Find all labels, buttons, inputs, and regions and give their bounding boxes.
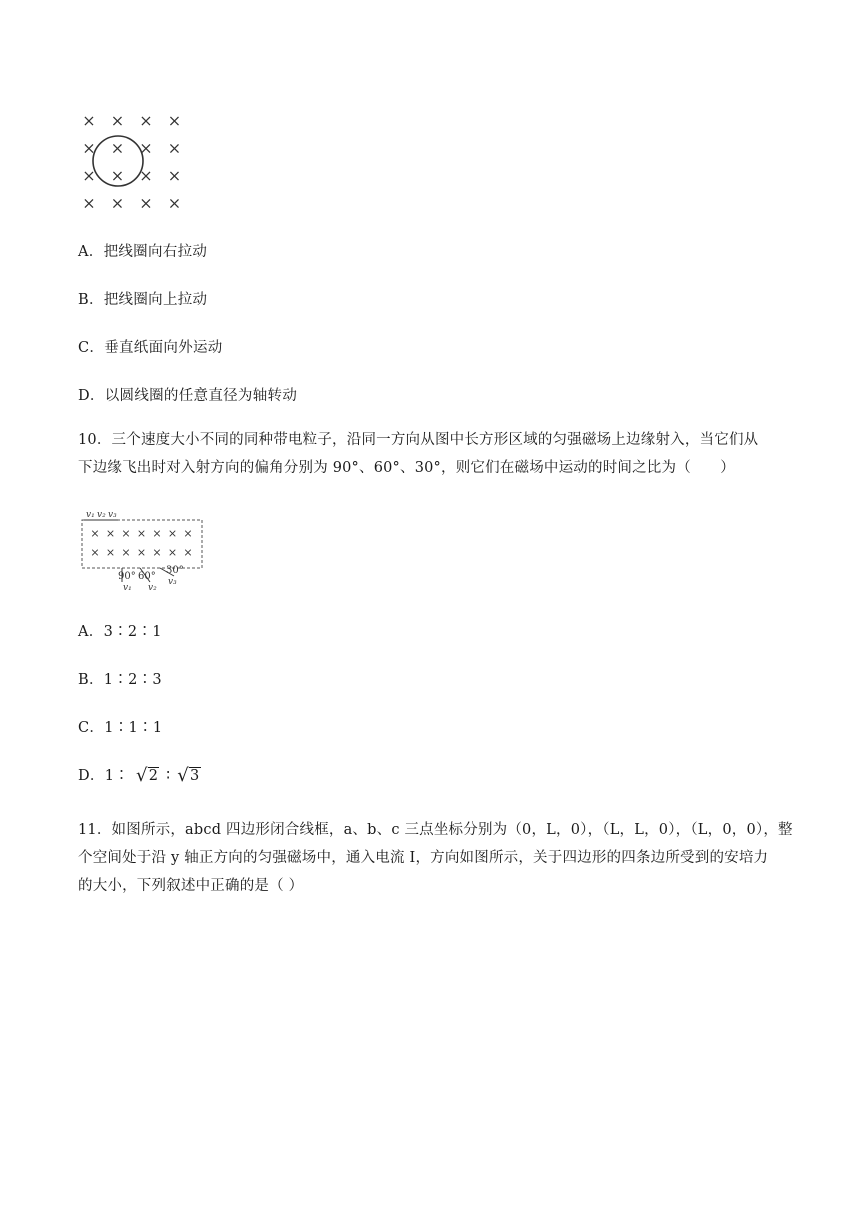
field-mark: × xyxy=(167,138,182,158)
field-mark: × xyxy=(139,138,153,158)
question-11-line-2: 个空间处于沿 y 轴正方向的匀强磁场中，通入电流 I，方向如图所示，关于四边形的四条边所受到的安培力 xyxy=(78,850,769,866)
field-mark: × xyxy=(139,111,153,130)
sqrt-3-radicand: 3 xyxy=(190,768,200,784)
v3-label: v₃ xyxy=(108,510,117,520)
field-mark: × xyxy=(139,166,153,185)
q10-option-c: C．1∶1∶1 xyxy=(78,720,163,736)
magnetic-field-loop-figure xyxy=(76,108,188,214)
question-11-line-1: 11．如图所示，abcd 四边形闭合线框，a、b、c 三点坐标分别为（0，L，0），（L，L，0），（L，0，0），整 xyxy=(78,822,793,838)
angle-60-label: 60° xyxy=(138,571,156,582)
q9-option-c: C．垂直纸面向外运动 xyxy=(78,340,223,356)
field-mark: × xyxy=(105,527,116,540)
sqrt-2-radicand: 2 xyxy=(148,768,159,784)
question-11-line-3: 的大小，下列叙述中正确的是（ ） xyxy=(78,878,304,894)
q9-option-b: B．把线圈向上拉动 xyxy=(78,292,208,308)
field-mark: × xyxy=(136,546,147,559)
field-mark: × xyxy=(183,546,193,559)
q10-option-b: B．1∶2∶3 xyxy=(78,672,162,688)
exit-v2-label: v₂ xyxy=(148,583,157,592)
rectangular-field-figure xyxy=(78,506,206,592)
question-10-line-2: 下边缘飞出时对入射方向的偏角分别为 90°、60°、30°，则它们在磁场中运动的时间之比为（ ） xyxy=(78,460,736,476)
field-mark: × xyxy=(167,166,182,185)
field-mark: × xyxy=(152,546,162,559)
field-mark: × xyxy=(167,111,182,130)
angle-30-label: 30° xyxy=(166,565,184,576)
v1-label: v₁ xyxy=(86,510,95,520)
question-11 xyxy=(78,816,793,900)
field-mark: × xyxy=(90,527,100,540)
velocity-labels xyxy=(86,510,117,520)
field-mark: × xyxy=(82,138,96,158)
field-mark: × xyxy=(121,527,131,540)
q10-option-d-separator: ∶ xyxy=(166,768,171,784)
field-mark: × xyxy=(136,527,147,540)
field-marks-grid xyxy=(82,111,181,213)
field-mark: × xyxy=(139,193,153,213)
field-mark: × xyxy=(167,193,182,213)
field-mark: × xyxy=(152,527,162,540)
v2-label: v₂ xyxy=(97,510,106,520)
sqrt-2-expression: √2 xyxy=(135,765,159,786)
field-mark: × xyxy=(110,193,125,213)
field-mark: × xyxy=(110,138,125,158)
exit-v1-label: v₁ xyxy=(123,583,132,592)
field-mark: × xyxy=(167,527,178,540)
field-mark: × xyxy=(82,166,96,185)
question-10 xyxy=(78,426,788,482)
q10-option-d xyxy=(78,764,203,786)
q9-option-d: D．以圆线圈的任意直径为轴转动 xyxy=(78,388,298,404)
field-mark: × xyxy=(82,111,96,130)
field-mark: × xyxy=(82,193,96,213)
field-mark: × xyxy=(105,546,116,559)
field-mark: × xyxy=(183,527,193,540)
field-mark: × xyxy=(110,111,125,130)
angle-90-label: 90° xyxy=(118,571,136,582)
exit-v3-label: v₃ xyxy=(168,577,177,587)
field-mark: × xyxy=(121,546,131,559)
field-mark: × xyxy=(90,546,100,559)
q9-option-a: A．把线圈向右拉动 xyxy=(78,244,208,260)
sqrt-3-expression: √3 xyxy=(177,765,200,786)
question-10-line-1: 10．三个速度大小不同的同种带电粒子，沿同一方向从图中长方形区域的匀强磁场上边缘射入，当它们从 xyxy=(78,432,759,448)
field-marks-rows xyxy=(90,527,192,559)
field-mark: × xyxy=(110,166,125,185)
q10-option-a: A．3∶2∶1 xyxy=(78,624,162,640)
field-mark: × xyxy=(167,546,178,559)
q10-option-d-prefix: D．1∶ xyxy=(78,768,130,784)
